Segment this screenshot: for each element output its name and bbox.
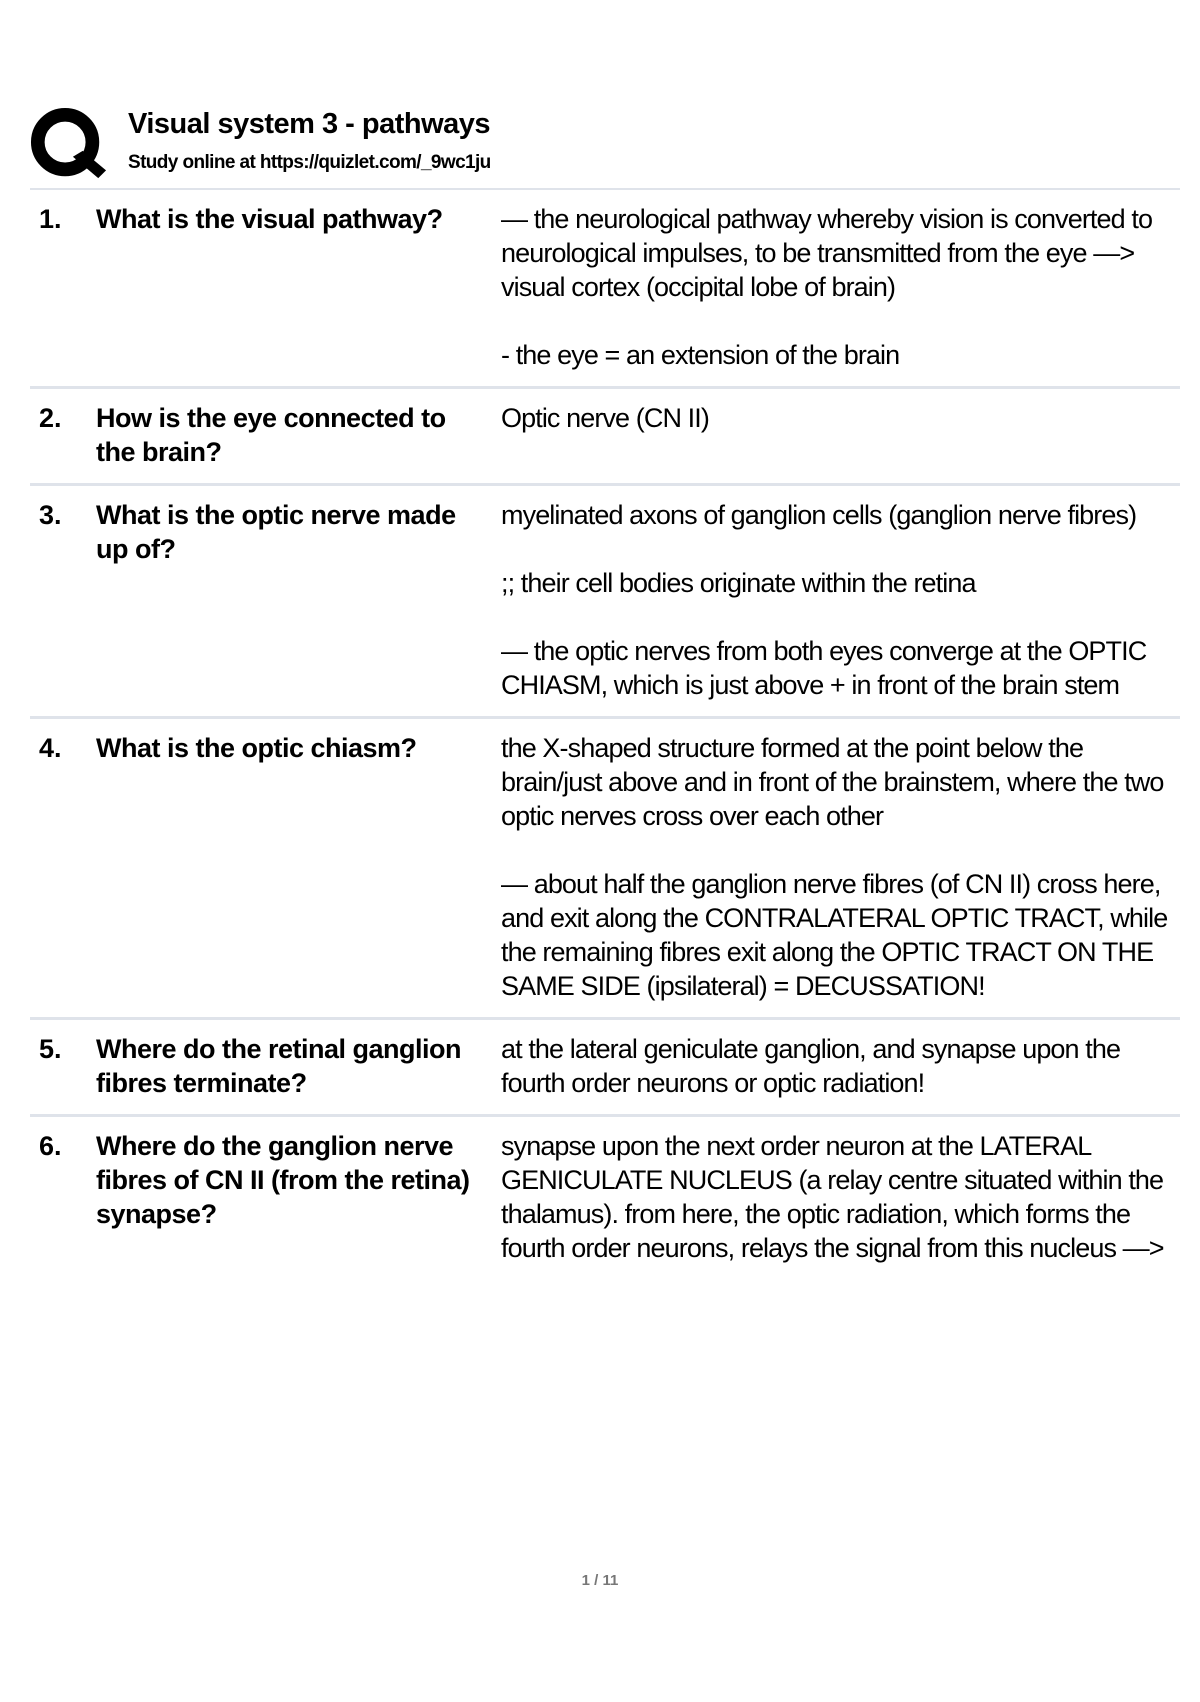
page-title: Visual system 3 - pathways (128, 108, 491, 140)
flashcard-row (30, 1117, 1180, 1279)
definition-paragraph: ;; their cell bodies originate within the retina (501, 568, 976, 598)
quizlet-logo-icon (30, 106, 108, 184)
definition-paragraph: — the neurological pathway whereby vision is converted to neurological impulses, to be transmitted from the eye —> visual cortex (occipital lobe of brain) (501, 204, 1153, 302)
card-term: Where do the ganglion nerve fibres of CN II (from the retina) synapse? (96, 1131, 470, 1229)
card-term: What is the optic nerve made up of? (96, 500, 456, 564)
flashcard-row (30, 719, 1180, 1020)
flashcard-row (30, 1020, 1180, 1117)
card-number: 1. (39, 204, 62, 234)
card-number: 5. (39, 1034, 62, 1064)
flashcard-row (30, 190, 1180, 389)
definition-paragraph: the X-shaped structure formed at the point below the brain/just above and in front of the brainstem, where the two optic nerves cross over each other (501, 733, 1164, 831)
definition-paragraph: - the eye = an extension of the brain (501, 340, 900, 370)
study-online-link[interactable]: Study online at https://quizlet.com/_9wc1ju (128, 152, 491, 173)
card-number: 2. (39, 403, 62, 433)
definition-paragraph: Optic nerve (CN II) (501, 403, 709, 433)
card-number: 4. (39, 733, 62, 763)
card-number: 6. (39, 1131, 62, 1161)
page-header (30, 100, 1180, 184)
card-definition (501, 498, 1180, 702)
card-term: What is the visual pathway? (96, 204, 443, 234)
card-term: Where do the retinal ganglion fibres terminate? (96, 1034, 462, 1098)
page-number: 1 / 11 (581, 1572, 619, 1589)
definition-paragraph: at the lateral geniculate ganglion, and synapse upon the fourth order neurons or optic radiation! (501, 1034, 1121, 1098)
definition-paragraph: synapse upon the next order neuron at the LATERAL GENICULATE NUCLEUS (a relay centre situated within the thalamus). from here, the optic radiation, which forms the fourth order neurons, relays the signal from this nucleus —> (501, 1131, 1164, 1263)
card-term: What is the optic chiasm? (96, 733, 417, 763)
card-definition (501, 401, 1180, 469)
flashcard-row (30, 486, 1180, 719)
card-definition (501, 1032, 1180, 1100)
card-definition (501, 1129, 1180, 1265)
card-term: How is the eye connected to the brain? (96, 403, 446, 467)
definition-paragraph: — the optic nerves from both eyes converge at the OPTIC CHIASM, which is just above + in front of the brain stem (501, 636, 1147, 700)
definition-paragraph: myelinated axons of ganglion cells (ganglion nerve fibres) (501, 500, 1137, 530)
flashcard-row (30, 389, 1180, 486)
flashcard-list (30, 188, 1180, 1279)
definition-paragraph: — about half the ganglion nerve fibres (of CN II) cross here, and exit along the CONTRALATERAL OPTIC TRACT, while the remaining fibres exit along the OPTIC TRACT ON THE SAME SIDE (ipsilateral) = DECUSSATION! (501, 869, 1168, 1001)
card-definition (501, 202, 1180, 372)
card-definition (501, 731, 1180, 1003)
card-number: 3. (39, 500, 62, 530)
